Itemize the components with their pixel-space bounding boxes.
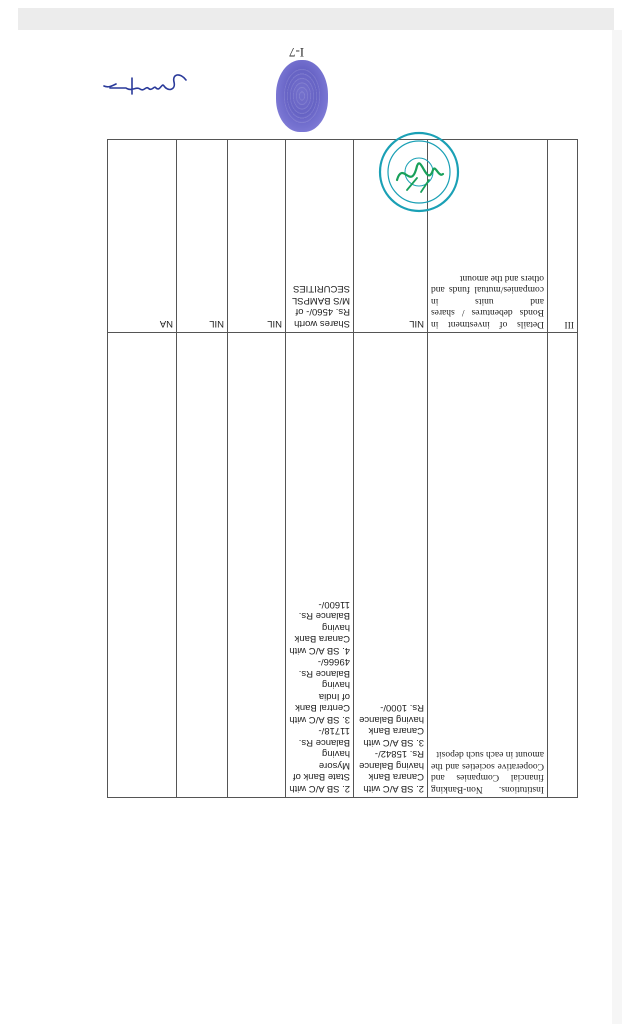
prev-row-description: Institutions. Non-Banking financial Companies and Cooperative societies and the amount in each such deposit: [428, 333, 548, 798]
row-number: III: [548, 140, 578, 333]
signature-mark: [102, 70, 190, 100]
cell-spouse: Shares worth Rs. 4560/- of M/S BAMPSL SECURITIES: [286, 140, 354, 333]
table-row-deposits: [108, 333, 578, 798]
prev-row-cell-self: 2. SB A/C with Canara Bank having Balance Rs. 15842/- 3. SB A/C with Canara Bank having Balance Rs. 1000/-: [354, 333, 428, 798]
cell-dependent-2: NIL: [177, 140, 228, 333]
row-description: Details of investment in Bonds debentures / shares and units in companies/mutual funds and others and the amount: [428, 140, 548, 333]
cell-dependent-1: NIL: [228, 140, 286, 333]
official-seal: [377, 130, 461, 214]
prev-row-cell-5: [108, 333, 177, 798]
row-number-cell: [548, 333, 578, 798]
page-number: I-7: [289, 45, 305, 60]
table-row-investments: [108, 140, 578, 333]
prev-row-cell-3: [228, 333, 286, 798]
thumb-impression: [276, 60, 328, 132]
cell-self: NIL: [354, 140, 428, 333]
prev-row-cell-4: [177, 333, 228, 798]
cell-dependent-3: NA: [108, 140, 177, 333]
asset-declaration-table: [107, 139, 578, 798]
prev-row-cell-spouse: 2. SB A/C with State Bank of Mysore having Balance Rs. 11718/- 3. SB A/C with Central Bank of India having Balance Rs. 49666/- 4. SB A/C with Canara Bank having Balance Rs. 11600/-: [286, 333, 354, 798]
